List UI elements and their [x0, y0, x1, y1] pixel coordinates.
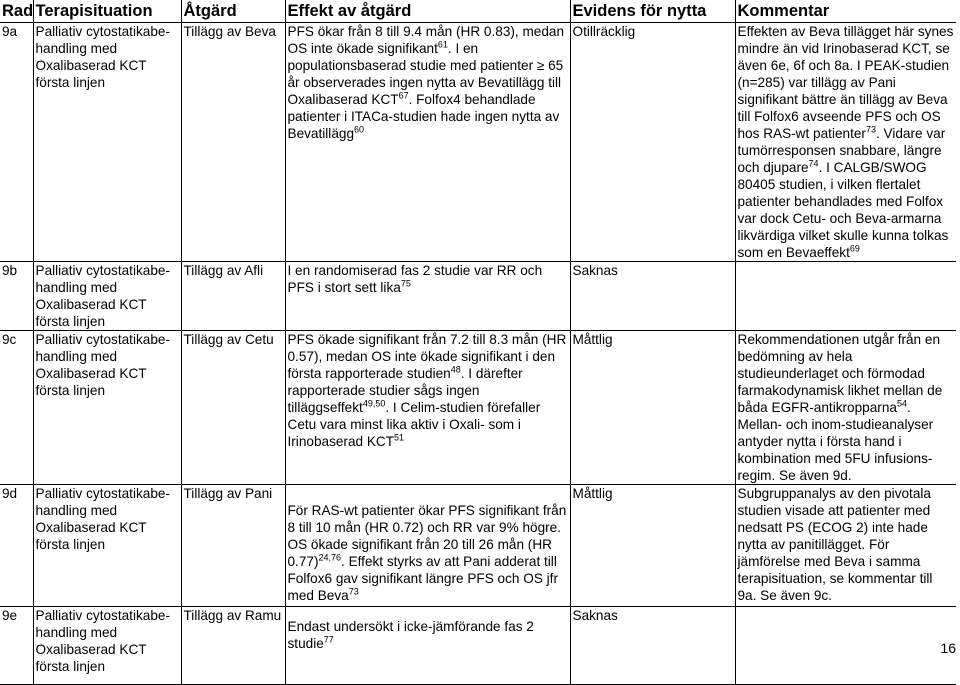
- comment-cell: [735, 331, 956, 485]
- evidence-level: Måttlig: [570, 331, 735, 485]
- effect-cell: [285, 262, 570, 331]
- comment-text: Subgruppanalys av den pivotala studien visade att patienter med nedsatt PS (ECOG 2) inte hade nytta av panitillägget. För jämförelse med Beva i samma terapisituation, se kommentar till 9a. Se även 9c.: [737, 486, 933, 603]
- reference-sup: 60: [354, 124, 365, 135]
- therapy-situation: Palliativ cytostatikabe-handling med Oxalibaserad KCT första linjen: [33, 485, 181, 607]
- table-row: [0, 23, 956, 262]
- intervention: Tillägg av Beva: [181, 23, 285, 262]
- effect-cell: [285, 607, 570, 685]
- row-id: 9d: [0, 485, 33, 607]
- reference-sup: 75: [400, 278, 411, 289]
- reference-sup: 24,76: [318, 552, 342, 563]
- therapy-situation: Palliativ cytostatikabe-handling med Oxalibaserad KCT första linjen: [33, 262, 181, 331]
- comment-text: Effekten av Beva tillägget här synes mindre än vid Irinobaserad KCT, se även 6e, 6f och 8a. I PEAK-studien (n=285) var tillägg av Pani signifikant bättre än tillägg av Beva till Folfox6 avseende PFS och OS hos RAS-wt patienter: [737, 24, 954, 141]
- evidence-level: Otillräcklig: [570, 23, 735, 262]
- header-rad: Rad: [0, 0, 33, 23]
- evidence-level: Saknas: [570, 262, 735, 331]
- effect-text: I en randomiserad fas 2 studie var RR och PFS i stort sett lika: [287, 263, 543, 295]
- effect-text: . Effekt styrks av att Pani adderat till Folfox6 gav signifikant längre PFS och OS jfr med Beva: [287, 554, 558, 603]
- effect-cell: [285, 331, 570, 485]
- table-row: [0, 607, 956, 685]
- header-evidens: Evidens för nytta: [570, 0, 735, 23]
- reference-sup: 77: [323, 634, 334, 645]
- intervention: Tillägg av Afli: [181, 262, 285, 331]
- effect-text: . I en populationsbaserad studie med patienter ≥ 65 år observerades ingen nytta av Bevatillägg till Oxalibaserad KCT: [287, 41, 564, 107]
- reference-sup: 73: [348, 586, 359, 597]
- effect-cell: [285, 23, 570, 262]
- effect-text: För RAS-wt patienter ökar PFS signifikant från 8 till 10 mån (HR 0.72) och RR var 9% högre. OS ökade signifikant från 20 till 26 mån (HR 0.77): [287, 503, 567, 569]
- reference-sup: 69: [849, 243, 860, 254]
- effect-text: . Folfox4 behandlade patienter i ITACa-studien hade ingen nytta av Bevatillägg: [287, 92, 560, 141]
- intervention: Tillägg av Ramu: [181, 607, 285, 685]
- therapy-situation: Palliativ cytostatikabe-handling med Oxalibaserad KCT första linjen: [33, 607, 181, 685]
- header-effekt: Effekt av åtgärd: [285, 0, 570, 23]
- effect-text: PFS ökar från 8 till 9.4 mån (HR 0.83), medan OS inte ökade signifikant: [287, 24, 565, 56]
- evidence-level: Måttlig: [570, 485, 735, 607]
- comment-text: . Mellan- och inom-studieanalyser antyder nytta i första hand i kombination med 5FU infusions-regim. Se även 9d.: [737, 400, 934, 483]
- header-terapisituation: Terapisituation: [33, 0, 181, 23]
- effect-text: PFS ökade signifikant från 7.2 till 8.3 mån (HR 0.57), medan OS inte ökade signifikant i den första rapporterade studien: [287, 332, 567, 381]
- table-row: [0, 485, 956, 607]
- reference-sup: 48: [450, 364, 461, 375]
- comment-text: . I CALGB/SWOG 80405 studien, i vilken flertalet patienter behandlades med Folfox var dock Cetu- och Beva-armarna likvärdiga vilket skulle kunna tolkas som en Bevaeffekt: [737, 160, 949, 260]
- header-atgard: Åtgärd: [181, 0, 285, 23]
- evidence-level: Saknas: [570, 607, 735, 685]
- reference-sup: 51: [394, 432, 405, 443]
- reference-sup: 74: [808, 158, 819, 169]
- comment-text: Rekommendationen utgår från en bedömning av hela studieunderlaget och förmodad farmakodynamisk likhet mellan de båda EGFR-antikropparna: [737, 332, 943, 415]
- row-id: 9b: [0, 262, 33, 331]
- table-row: [0, 262, 956, 331]
- reference-sup: 73: [865, 124, 876, 135]
- row-id: 9a: [0, 23, 33, 262]
- page-number: 16: [940, 640, 956, 656]
- intervention: Tillägg av Pani: [181, 485, 285, 607]
- comment-cell: [735, 262, 956, 331]
- effect-cell: [285, 485, 570, 607]
- reference-sup: 49,50: [362, 398, 386, 409]
- reference-sup: 61: [437, 39, 448, 50]
- effect-text: . I därefter rapporterade studier sågs ingen tilläggseffekt: [287, 366, 523, 415]
- comment-cell: [735, 23, 956, 262]
- comment-cell: [735, 485, 956, 607]
- intervention: Tillägg av Cetu: [181, 331, 285, 485]
- header-kommentar: Kommentar: [735, 0, 956, 23]
- effect-text: . I Celim-studien förefaller Cetu vara minst lika aktiv i Oxali- som i Irinobaserad KCT: [287, 400, 541, 449]
- row-id: 9e: [0, 607, 33, 685]
- effect-text: Endast undersökt i icke-jämförande fas 2 studie: [287, 619, 534, 651]
- table-row: [0, 331, 956, 485]
- reference-sup: 54: [896, 398, 907, 409]
- header-row: [0, 0, 956, 23]
- reference-sup: 67: [398, 90, 409, 101]
- comment-text: . Vidare var tumörresponsen snabbare, längre och djupare: [737, 126, 946, 175]
- row-id: 9c: [0, 331, 33, 485]
- therapy-situation: Palliativ cytostatikabe-handling med Oxalibaserad KCT första linjen: [33, 331, 181, 485]
- comment-cell: [735, 607, 956, 685]
- therapy-situation: Palliativ cytostatikabe-handling med Oxalibaserad KCT första linjen: [33, 23, 181, 262]
